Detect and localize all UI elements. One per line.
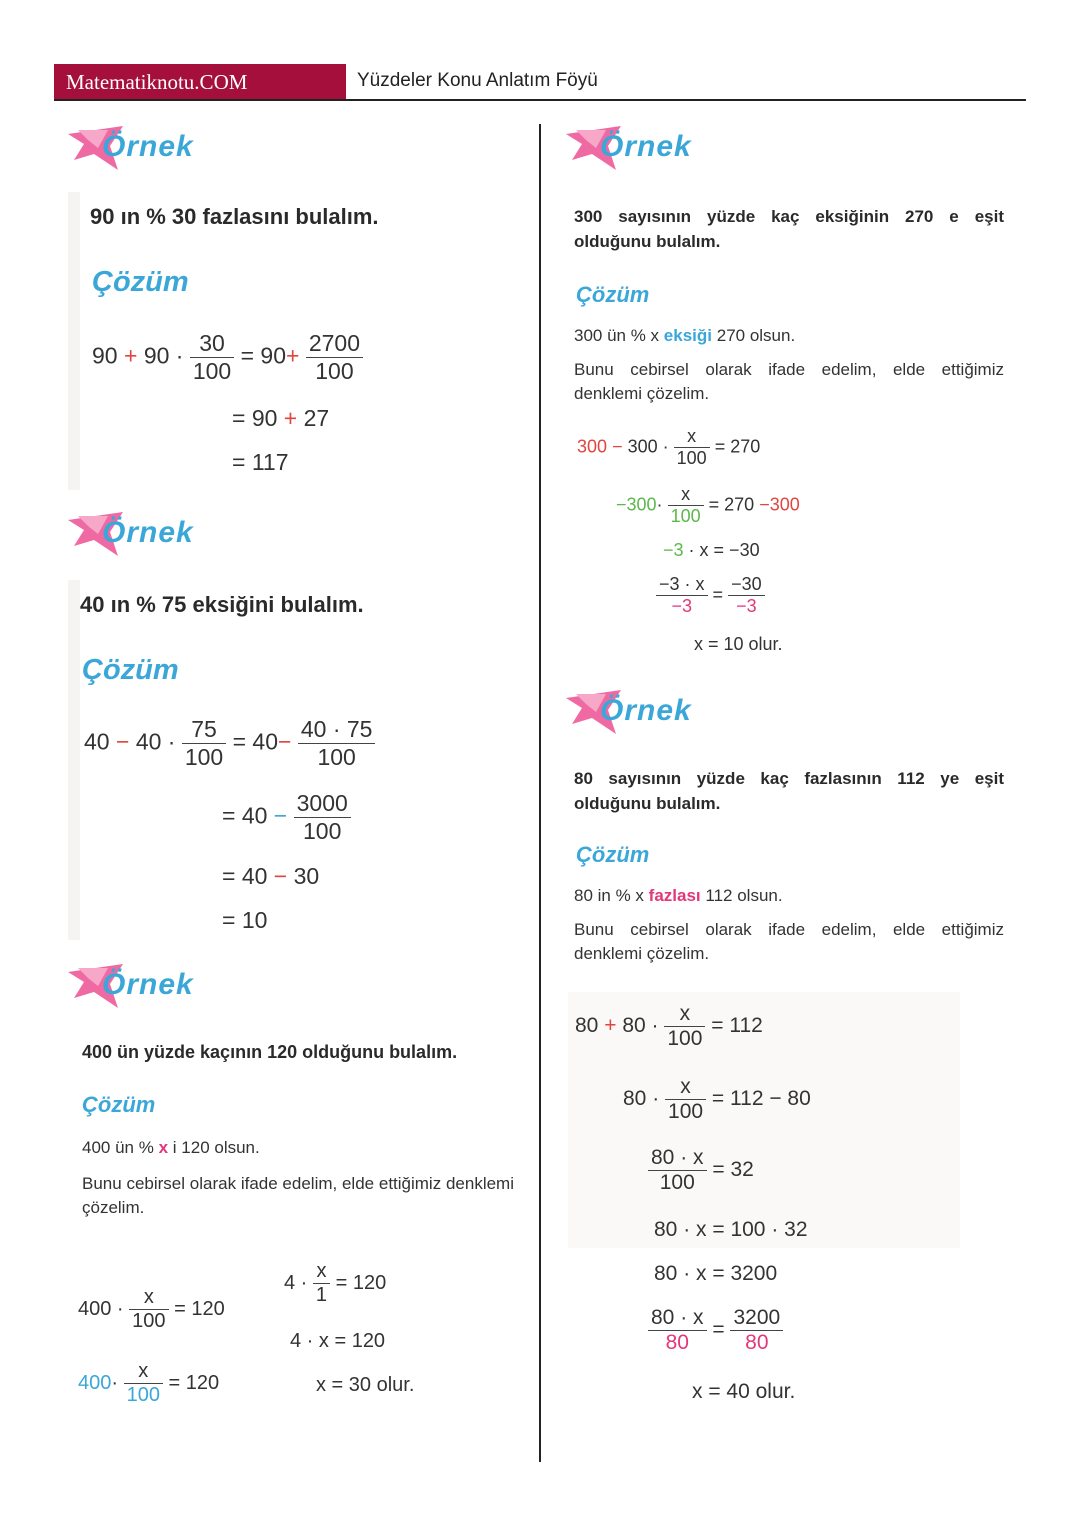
ex5-explanation: Bunu cebirsel olarak ifade edelim, elde ettiğimiz denklemi çözelim.: [574, 920, 1004, 963]
ex2-line4: = 10: [222, 907, 268, 933]
ex4-question: 300 sayısının yüzde kaç eksiğinin 270 e eşit olduğunu bulalım.: [574, 207, 1004, 251]
ex2-line3: = 40 − 30: [222, 863, 320, 889]
ex2-line1: 40 − 40 · $\frac{75}{100}$ = 40− $\frac{40 \cdot 75}{100}$: [84, 716, 375, 771]
ex5-line1: 80 + 80 · $\frac{x}{100}$ = 112: [575, 1002, 763, 1050]
ex4-line1: 300 − 300 · $\frac{x}{100}$ = 270: [577, 426, 761, 468]
header-divider: [54, 99, 1026, 101]
ex5-line3: $\frac{80 \cdot x}{100}$ = 32: [648, 1146, 754, 1195]
document-title: Yüzdeler Konu Anlatım Föyü: [357, 70, 598, 91]
ex5-line5: 80 · x = 3200: [654, 1262, 778, 1285]
shade-strip: [68, 580, 80, 940]
ex3-line1: 400 · $\frac{x}{100}$ = 120: [78, 1286, 225, 1332]
ex3-right2: 4 · x = 120: [290, 1330, 386, 1352]
ornek-badge: Örnek: [68, 124, 208, 180]
ex5-statement: 80 in % x fazlası 112 olsun.: [574, 886, 783, 905]
ex3-question: 400 ün yüzde kaçının 120 olduğunu bulalım.: [82, 1042, 458, 1062]
brand-banner: Matematiknotu.COM: [54, 64, 346, 100]
ex4-result: x = 10 olur.: [694, 634, 783, 654]
ornek-badge: Örnek: [566, 124, 706, 180]
ex2-line2: = 40 − $\frac{3000}{100}$: [222, 790, 351, 845]
column-divider: [539, 124, 541, 1462]
ex1-line1: 90 + 90 · $\frac{30}{100}$ = 90+ $\frac{2700}{100}$: [92, 330, 363, 385]
ex2-question: 40 ın % 75 eksiğini bulalım.: [80, 592, 364, 617]
shade-strip: [68, 192, 80, 490]
ex3-result: x = 30 olur.: [316, 1374, 415, 1396]
ex4-line4: $\frac{-3 \cdot x}{-3}$ = $\frac{-30}{-3}$: [656, 574, 765, 617]
ex4-explanation: Bunu cebirsel olarak ifade edelim, elde ettiğimiz denklemi çözelim.: [574, 360, 1004, 403]
ex4-statement: 300 ün % x eksiği 270 olsun.: [574, 326, 796, 345]
ex1-cozum-heading: Çözüm: [92, 266, 189, 298]
ornek-badge: Örnek: [68, 510, 208, 566]
ex5-line4: 80 · x = 100 · 32: [654, 1218, 808, 1241]
ex1-line2: = 90 + 27: [232, 405, 330, 431]
ex3-statement: 400 ün % x i 120 olsun.: [82, 1138, 260, 1157]
ex2-cozum-heading: Çözüm: [82, 654, 179, 686]
ornek-badge: Örnek: [566, 688, 706, 744]
ex5-question: 80 sayısının yüzde kaç fazlasının 112 ye eşit olduğunu bulalım.: [574, 769, 1004, 813]
ex3-explanation: Bunu cebirsel olarak ifade edelim, elde ettiğimiz denklemi çözelim.: [82, 1174, 514, 1217]
ex3-line2: 400· $\frac{x}{100}$ = 120: [78, 1360, 220, 1406]
ex5-line2: 80 · $\frac{x}{100}$ = 112 − 80: [623, 1075, 811, 1123]
ex5-cozum-heading: Çözüm: [576, 842, 650, 867]
ex4-line2: −300· $\frac{x}{100}$ = 270 −300: [616, 484, 800, 526]
ex3-cozum-heading: Çözüm: [82, 1092, 156, 1117]
ornek-badge: Örnek: [68, 962, 208, 1018]
ex4-line3: −3 · x = −30: [663, 540, 760, 560]
ex5-line6: $\frac{80 \cdot x}{80}$ = $\frac{3200}{80}$: [648, 1306, 783, 1355]
ex1-line3: = 117: [232, 449, 289, 475]
ex3-right1: 4 · $\frac{x}{1}$ = 120: [284, 1260, 387, 1306]
ex4-cozum-heading: Çözüm: [576, 282, 650, 307]
ex5-result: x = 40 olur.: [692, 1380, 796, 1403]
ex1-question: 90 ın % 30 fazlasını bulalım.: [90, 204, 379, 229]
